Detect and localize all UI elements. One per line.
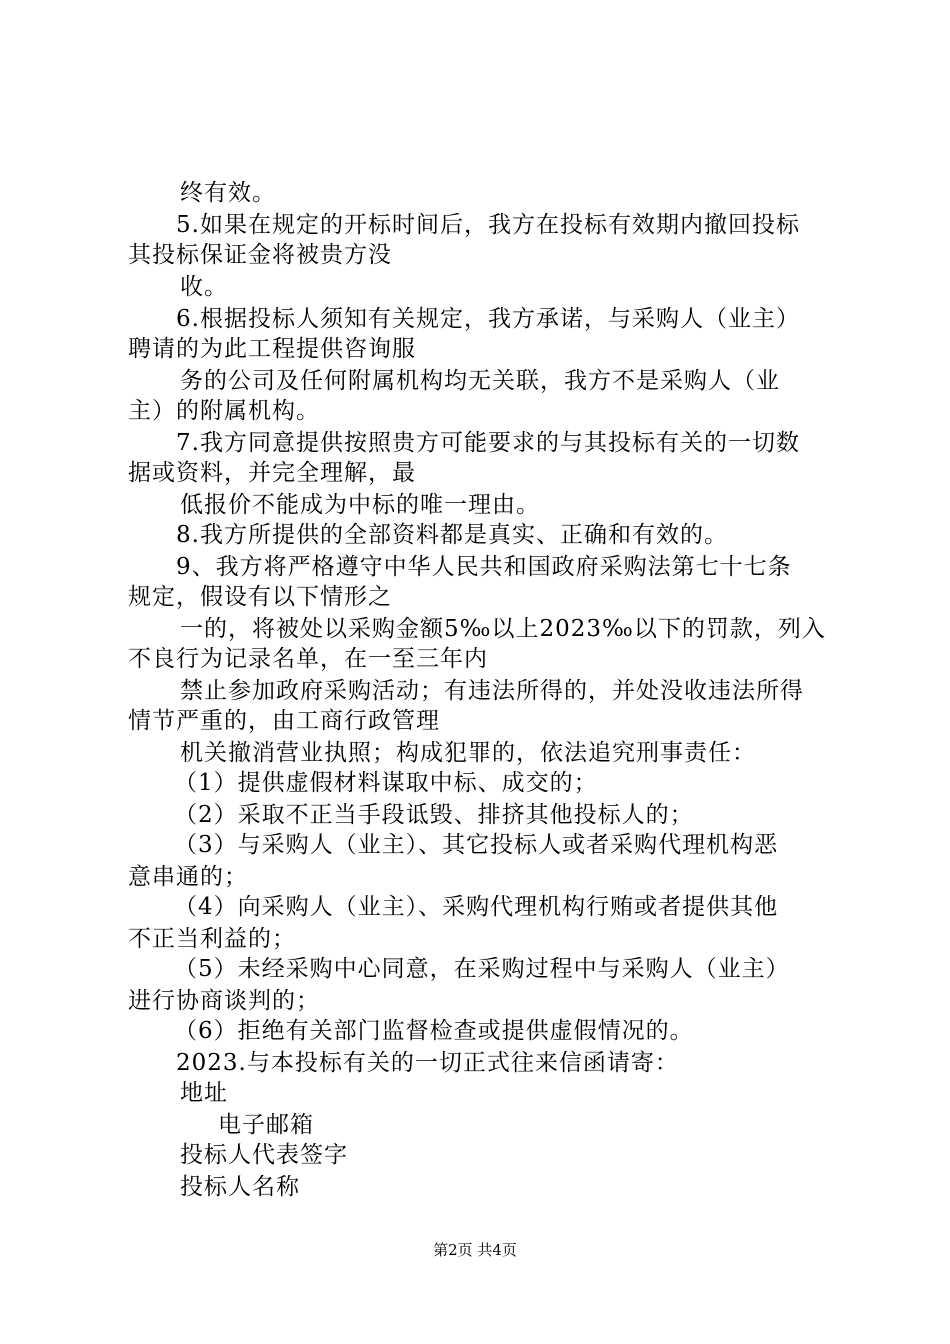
text-line: 9、我方将严格遵守中华人民共和国政府采购法第七十七条 [176,554,792,580]
text-line: （4）向采购人（业主）、采购代理机构行贿或者提供其他 [174,894,779,920]
text-line: （2）采取不正当手段诋毁、排挤其他投标人的； [174,802,694,828]
text-line: （3）与采购人（业主）、其它投标人或者采购代理机构恶 [174,832,779,858]
text-line: 规定，假设有以下情形之 [128,584,392,610]
text-line: 一的，将被处以采购金额5‰以上2023‰以下的罚款，列入 [180,616,826,642]
text-line: 6.根据投标人须知有关规定，我方承诺，与采购人（业主） [176,306,800,332]
text-line: 7.我方同意提供按照贵方可能要求的与其投标有关的一切数 [176,430,800,456]
text-line: 据或资料，并完全理解，最 [128,460,416,486]
text-line: （5）未经采购中心同意，在采购过程中与采购人（业主） [174,956,790,982]
text-line: 务的公司及任何附属机构均无关联，我方不是采购人（业 [180,368,780,394]
text-line: 低报价不能成为中标的唯一理由。 [180,492,540,518]
text-line: 地址 [180,1080,228,1106]
text-line: 5.如果在规定的开标时间后，我方在投标有效期内撤回投标 [176,212,800,238]
text-line: 主）的附属机构。 [128,398,320,424]
text-line: 终有效。 [180,180,276,206]
text-line: 2023.与本投标有关的一切正式往来信函请寄： [176,1050,679,1076]
text-line: （1）提供虚假材料谋取中标、成交的； [174,770,598,796]
text-line: 意串通的； [128,864,248,890]
text-line: 8.我方所提供的全部资料都是真实、正确和有效的。 [176,522,728,548]
text-line: 进行协商谈判的； [128,988,320,1014]
text-line: 禁止参加政府采购活动；有违法所得的，并处没收违法所得 [180,678,804,704]
text-line: 情节严重的，由工商行政管理 [128,708,440,734]
text-line: 不正当利益的； [128,926,296,952]
text-line: （6）拒绝有关部门监督检查或提供虚假情况的。 [174,1018,694,1044]
text-line: 收。 [180,274,228,300]
text-line: 投标人名称 [180,1174,300,1200]
text-line: 电子邮箱 [218,1112,314,1138]
text-line: 机关撤消营业执照；构成犯罪的，依法追究刑事责任： [180,740,756,766]
text-line: 不良行为记录名单，在一至三年内 [128,646,488,672]
text-line: 投标人代表签字 [180,1142,348,1168]
page-number-footer: 第2页 共4页 [433,1241,517,1259]
text-line: 聘请的为此工程提供咨询服 [128,336,416,362]
text-line: 其投标保证金将被贵方没 [128,242,392,268]
